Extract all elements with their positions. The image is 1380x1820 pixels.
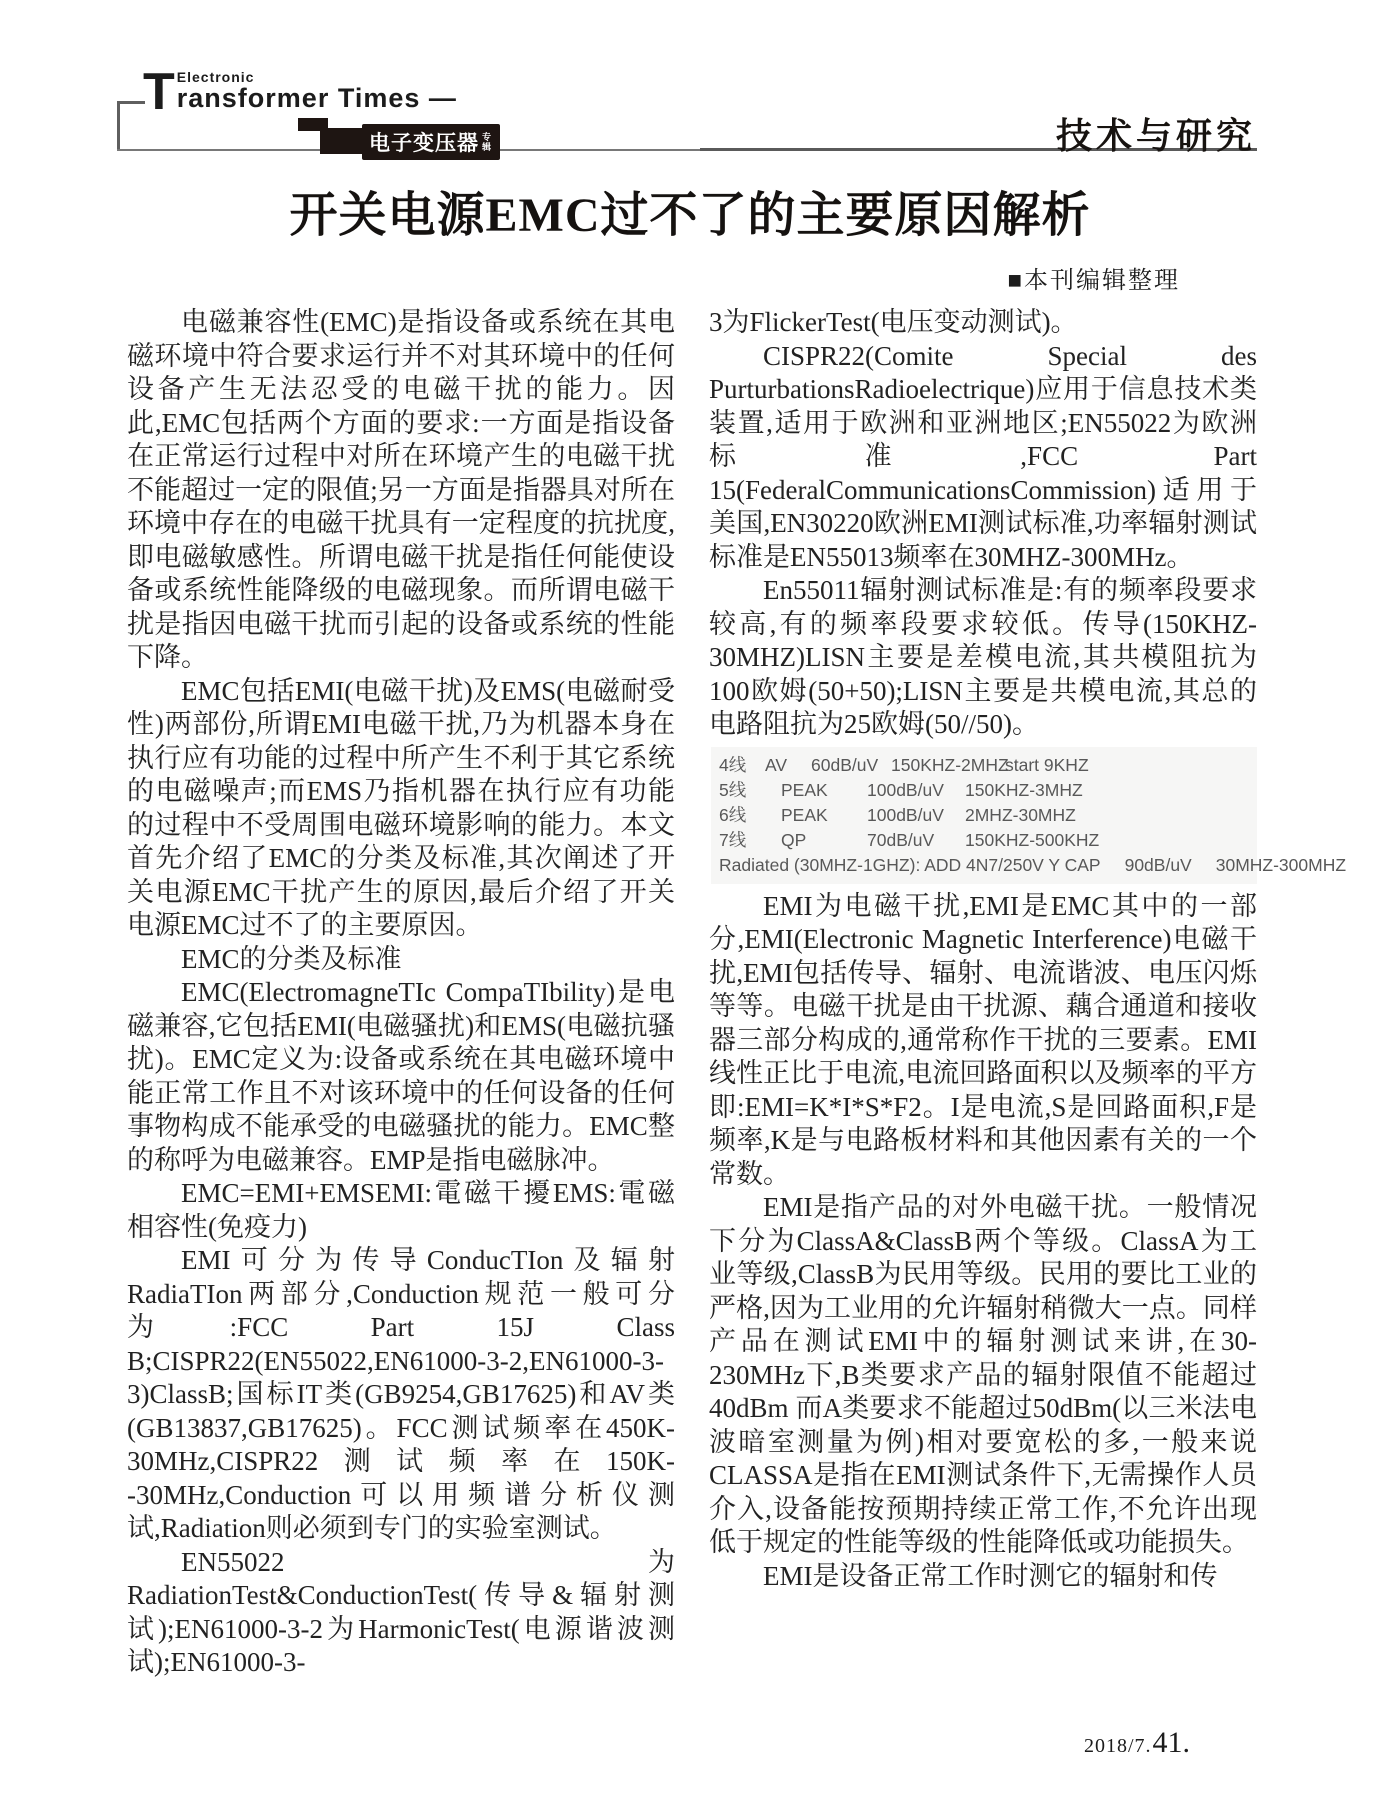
table-cell: 100dB/uV [867,804,944,825]
transformer-special-badge [362,124,500,160]
right-column [709,306,1347,1680]
table-cell: PEAK [781,804,828,825]
footer [1084,1726,1190,1760]
page-title: 开关电源EMC过不了的主要原因解析 [289,189,1091,242]
paragraph: EMI是指产品的对外电磁干扰。一般情况下分为ClassA&ClassB两个等级。ClassA为工业等级,ClassB为民用等级。民用的要比工业的严格,因为工业用的允许辐射稍微大一点。同样产品在测试EMI中的辐射测试来讲,在30-230MHz下,B类要求产品的辐射限值不能超过40dBm 而A类要求不能超过50dBm(以三米法电波暗室测量为例)相对要宽松的多,一般来说CLASSA是指在EMI测试条件下,无需操作人员介入,设备能按预期持续正常工作,不允许出现低于规定的性能等级的性能降低或功能损失。 [709,1192,1257,1557]
table-cell: 90dB/uV [1124,854,1192,875]
article-body [127,306,1347,1680]
footer-page-number: 41. [1152,1726,1190,1759]
paragraph: EMC=EMI+EMSEMI:電磁干擾EMS:電磁相容性(免疫力) [127,1178,675,1242]
table-row [719,828,1253,853]
table-cell: 5线 [719,779,747,800]
section-label: 技术与研究 [1055,115,1256,156]
table-cell: 70dB/uV [867,829,935,850]
table-cell: 30MHZ-300MHZ [1215,854,1347,875]
masthead-electronic-label: Electronic [176,69,255,85]
paragraph: EMI可分为传导ConducTIon及辐射RadiaTIon两部分,Conduction规范一般可分为:FCC Part 15J Class B;CISPR22(EN55022,EN61000-3-2,EN61000-3-3)ClassB;国标IT类(GB9254,GB17625)和AV类(GB13837,GB17625)。FCC测试频率在450K-30MHz,CISPR22测试频率在150K--30MHz,Conduction可以用频谱分析仪测试,Radiation则必须到专门的实验室测试。 [127,1245,675,1543]
masthead-title: ransformer Times — [176,83,457,113]
paragraph: EN55022为RadiationTest&ConductionTest(传导&辐射测试);EN61000-3-2为HarmonicTest(电源谐波测试);EN61000-3- [127,1546,675,1677]
header-corner-tick-line [117,101,145,104]
table-cell: 4线 [719,754,747,775]
table-cell: PEAK [781,779,828,800]
paragraph: EMI是设备正常工作时测它的辐射和传 [763,1560,1218,1591]
paragraph: 电磁兼容性(EMC)是指设备或系统在其电磁环境中符合要求运行并不对其环境中的任何设备产生无法忍受的电磁干扰的能力。因此,EMC包括两个方面的要求:一方面是指设备在正常运行过程中对所在环境产生的电磁干扰不能超过一定的限值;另一方面是指器具对所在环境中存在的电磁干扰具有一定程度的抗扰度,即电磁敏感性。所谓电磁干扰是指任何能使设备或系统性能降级的电磁现象。而所谓电磁干扰是指因电磁干扰而引起的设备或系统的性能下降。 [127,307,675,672]
table-row [719,753,1253,778]
byline: ■本刊编辑整理 [1007,268,1180,294]
paragraph: EMC的分类及标准 [181,943,402,974]
table-cell: 60dB/uV [811,754,879,775]
paragraph: EMI为电磁干扰,EMI是EMC其中的一部分,EMI(Electronic Magnetic Interference)电磁干扰,EMI包括传导、辐射、电流谐波、电压闪烁等等。电磁干扰是由干扰源、藕合通道和接收器三部分构成的,通常称作干扰的三要素。EMI线性正比于电流,电流回路面积以及频率的平方即:EMI=K*I*S*F2。I是电流,S是回路面积,F是频率,K是与电路板材料和其他因素有关的一个常数。 [709,890,1257,1189]
table-cell: 150KHZ-3MHZ [965,779,1083,800]
paragraph: EMC(ElectromagneTIc CompaTIbility)是电磁兼容,它包括EMI(电磁骚扰)和EMS(电磁抗骚扰)。EMC定义为:设备或系统在其电磁环境中能正常工作且不对该环境中的任何设备的任何事物构成不能承受的电磁骚扰的能力。EMC整的称呼为电磁兼容。EMP是指电磁脉冲。 [127,977,675,1175]
paragraph: 3为FlickerTest(电压变动测试)。 [709,307,1078,337]
table-cell: 150KHZ-2MHZ [891,754,1009,775]
badge-label: 电子变压器 [369,132,479,155]
paragraph: CISPR22(Comite Special des PurturbationsRadioelectrique)应用于信息技术类装置,适用于欧洲和亚洲地区;EN55022为欧洲标准,FCC Part 15(FederalCommunicationsCommission)适用于美国,EN30220欧洲EMI测试标准,功率辐射测试标准是EN55013频率在30MHZ-300MHz。 [709,340,1257,572]
table-cell: QP [781,829,807,850]
footer-issue: 2018/7. [1083,1735,1152,1757]
table-cell: 100dB/uV [867,779,944,800]
masthead-text-block [177,70,457,113]
paragraph: EMC包括EMI(电磁干扰)及EMS(电磁耐受性)两部份,所谓EMI电磁干扰,乃为机器本身在执行应有功能的过程中所产生不利于其它系统的电磁噪声;而EMS乃指机器在执行应有功能的过程中不受周围电磁环境影响的能力。本文首先介绍了EMC的分类及标准,其次阐述了开关电源EMC干扰产生的原因,最后介绍了开关电源EMC过不了的主要原因。 [127,675,675,940]
badge-step-block-2 [320,128,364,154]
table-cell: Radiated (30MHZ-1GHZ): ADD 4N7/250V Y CAP [719,854,1101,875]
masthead-logo [143,63,457,121]
table-cell: start 9KHZ [1005,754,1089,775]
masthead-t-initial: T [143,63,175,121]
table-row [719,853,1347,878]
table-row [719,803,1253,828]
table-row [719,778,1253,803]
table-cell: 2MHZ-30MHZ [965,804,1076,825]
badge-sublabel: 专辑 [482,132,492,152]
left-column [127,306,675,1680]
header-corner-vertical-line [117,101,120,151]
table-cell: AV [765,754,788,775]
table-cell: 7线 [719,829,747,850]
table-cell: 6线 [719,804,747,825]
paragraph: En55011辐射测试标准是:有的频率段要求较高,有的频率段要求较低。传导(150KHZ-30MHZ)LISN主要是差模电流,其共模阻抗为100欧姆(50+50);LISN主要是共模电流,其总的电路阻抗为25欧姆(50//50)。 [709,575,1257,739]
emission-limits-table [711,747,1347,884]
table-cell: 150KHZ-500KHZ [965,829,1100,850]
